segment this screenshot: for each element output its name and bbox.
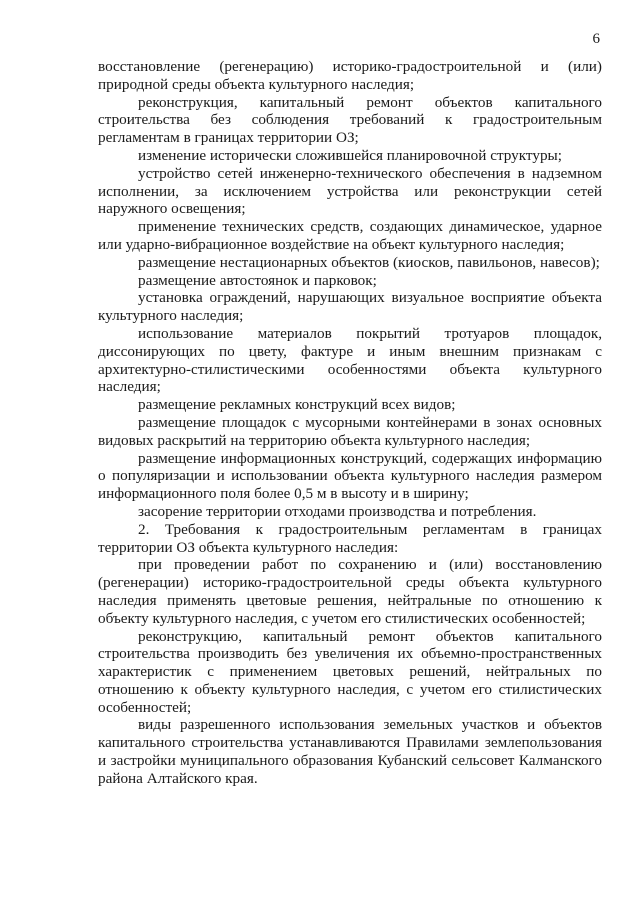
paragraph: восстановление (регенерацию) историко-градостроительной и (или) природной среды объекта культурного наследия; — [98, 58, 602, 93]
paragraph: виды разрешенного использования земельных участков и объектов капитального строительства устанавливаются Правилами землепользования и застройки муниципального образования Кубанский сельсовет Калманского района Алтайского края. — [98, 716, 602, 787]
paragraph: применение технических средств, создающих динамическое, ударное или ударно-вибрационное воздействие на объект культурного наследия; — [98, 218, 602, 253]
paragraph: размещение нестационарных объектов (киосков, павильонов, навесов); — [138, 253, 600, 271]
paragraph: размещение автостоянок и парковок; — [138, 271, 377, 289]
paragraph: реконструкцию, капитальный ремонт объектов капитального строительства производить без увеличения их объемно-пространственных характеристик с применением цветовых решений, нейтральных по отношению к объекту культурного наследия, с учетом его стилистических особенностей; — [98, 627, 602, 716]
document-body — [98, 58, 602, 788]
paragraph: размещение рекламных конструкций всех видов; — [138, 396, 456, 414]
section-heading-paragraph: 2. Требования к градостроительным регламентам в границах территории ОЗ объекта культурного наследия: — [98, 520, 602, 556]
paragraph: засорение территории отходами производства и потребления. — [138, 502, 537, 520]
paragraph: размещение площадок с мусорными контейнерами в зонах основных видовых раскрытий на территорию объекта культурного наследия; — [98, 413, 602, 449]
paragraph: при проведении работ по сохранению и (или) восстановлению (регенерации) историко-градостроительной среды объекта культурного наследия применять цветовые решения, нейтральные по отношению к объекту культурного наследия, с учетом его стилистических особенностей; — [98, 556, 602, 627]
paragraph: использование материалов покрытий тротуаров площадок, диссонирующих по цвету, фактуре и иным внешним признакам с архитектурно-стилистическими особенностями объекта культурного наследия; — [98, 324, 602, 396]
paragraph: установка ограждений, нарушающих визуальное восприятие объекта культурного наследия; — [98, 289, 602, 325]
paragraph: реконструкция, капитальный ремонт объектов капитального строительства без соблюдения требований к градостроительным регламентам в границах территории ОЗ; — [98, 93, 602, 147]
page-number: 6 — [592, 31, 600, 47]
paragraph: устройство сетей инженерно-технического обеспечения в надземном исполнении, за исключением устройства или реконструкции сетей наружного освещения; — [98, 164, 602, 218]
paragraph: размещение информационных конструкций, содержащих информацию о популяризации и использовании объекта культурного наследия размером информационного поля более 0,5 м в высоту и в ширину; — [98, 449, 602, 503]
paragraph: изменение исторически сложившейся планировочной структуры; — [138, 146, 562, 164]
